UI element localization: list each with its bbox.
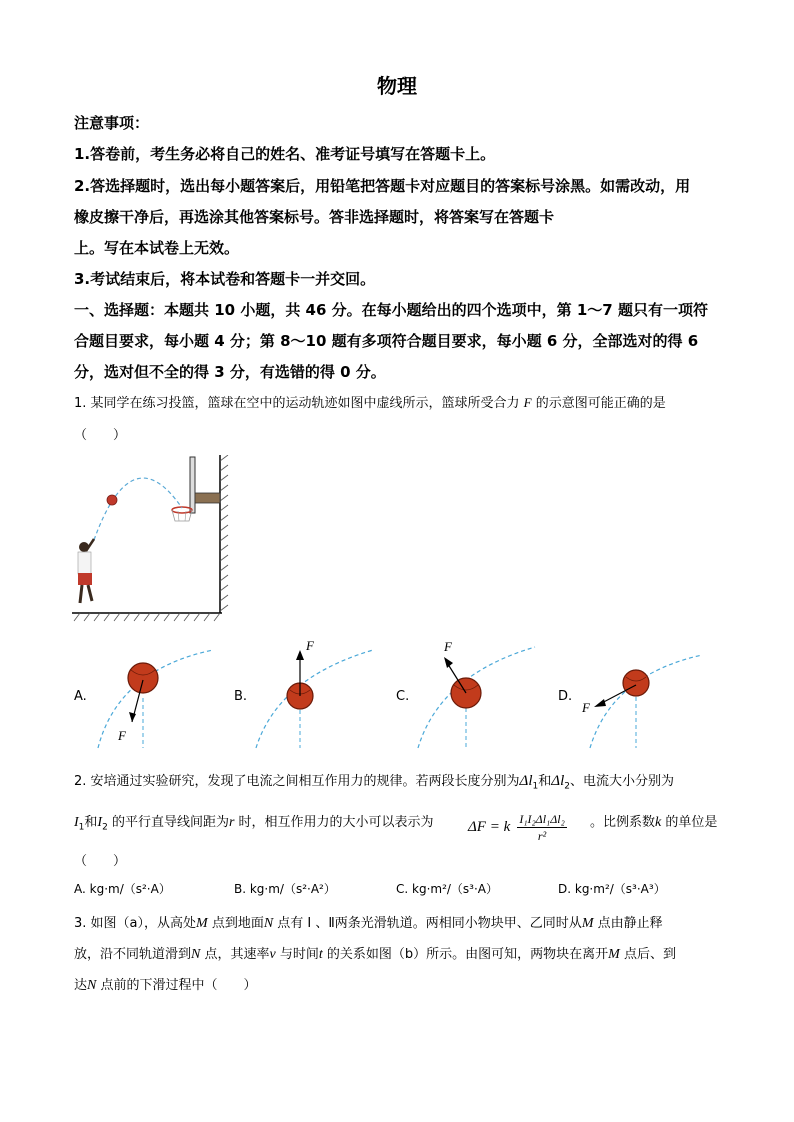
option-d-label: D.	[558, 689, 573, 704]
notice-item: 橡皮擦干净后，再选涂其他答案标号。答非选择题时，将答案写在答题卡	[74, 208, 555, 226]
section-instruction: 一、选择题：本题共 10 小题，共 46 分。在每小题给出的四个选项中，第 1～7 题只有一项符	[74, 301, 708, 319]
notice-item: 上。写在本试卷上无效。	[74, 239, 240, 257]
basketball-scene-figure	[72, 455, 232, 625]
notice-item: 2.答选择题时，选出每小题答案后，用铅笔把答题卡对应题目的答案标号涂黑。如需改动，用	[74, 177, 691, 195]
notice-item: 3.考试结束后，将本试卷和答题卡一并交回。	[74, 270, 376, 288]
page-title: 物理	[377, 74, 417, 98]
question-1-stem: 1. 某同学在练习投篮，篮球在空中的运动轨迹如图中虚线所示，篮球所受合力 F 的示意图可能正确的是	[74, 395, 666, 411]
option-b-label: B.	[234, 689, 248, 704]
force-label-d: F	[582, 700, 590, 715]
question-2-paren: （ ）	[74, 854, 127, 869]
var-f: F	[523, 395, 532, 410]
formula: ΔF = k $\frac{\text{I₁I₂Δl₁Δl₂}}{\text{r²}}$	[468, 812, 565, 843]
choice-b: B. kg·m/（s²·A²）	[234, 882, 336, 896]
question-1-paren: （ ）	[74, 428, 127, 443]
choice-d: D. kg·m²/（s³·A³）	[558, 882, 666, 896]
fraction: $\frac{\text{I₁I₂Δl₁Δl₂}}{\text{r²}}$	[519, 812, 565, 843]
question-3-line-2: 放，沿不同轨道滑到N 点，其速率v 与时间t 的关系如图（b）所示。由图可知，两物块在离开M 点后、到	[74, 947, 676, 962]
force-label-b: F	[306, 638, 314, 653]
section-instruction: 合题目要求，每小题 4 分；第 8～10 题有多项符合题目要求，每小题 6 分，全部选对的得 6	[74, 332, 699, 350]
question-3-line-1: 3. 如图（a），从高处M 点到地面N 点有 Ⅰ 、Ⅱ两条光滑轨道。两相同小物块甲、乙同时从M 点由静止释	[74, 916, 663, 931]
option-a-label: A.	[74, 689, 87, 704]
force-label-a: F	[118, 728, 126, 743]
option-b-diagram	[248, 638, 388, 750]
option-c-diagram	[410, 635, 550, 750]
force-label-c: F	[444, 639, 452, 654]
question-2-line-2: $I_1$和$I_2$ 的平行直导线间距为r 时，相互作用力的大小可以表示为	[74, 815, 434, 833]
section-instruction: 分，选对但不全的得 3 分，有选错的得 0 分。	[74, 363, 386, 381]
notice-heading: 注意事项：	[74, 114, 150, 132]
question-2-line-1: 2. 安培通过实验研究，发现了电流之间相互作用力的规律。若两段长度分别为$\Delta l_1$和$\Delta l_2$、电流大小分别为	[74, 773, 675, 792]
option-d-diagram	[572, 645, 712, 750]
question-2-line-2-end: 。比例系数k 的单位是	[590, 815, 718, 830]
notice-item: 1.答卷前，考生务必将自己的姓名、准考证号填写在答题卡上。	[74, 145, 496, 163]
question-3-line-3: 达N 点前的下滑过程中（ ）	[74, 978, 257, 993]
option-c-label: C.	[396, 689, 410, 704]
option-a-diagram	[88, 640, 228, 750]
choice-a: A. kg·m/（s²·A）	[74, 882, 171, 896]
choice-c: C. kg·m²/（s³·A）	[396, 882, 499, 896]
